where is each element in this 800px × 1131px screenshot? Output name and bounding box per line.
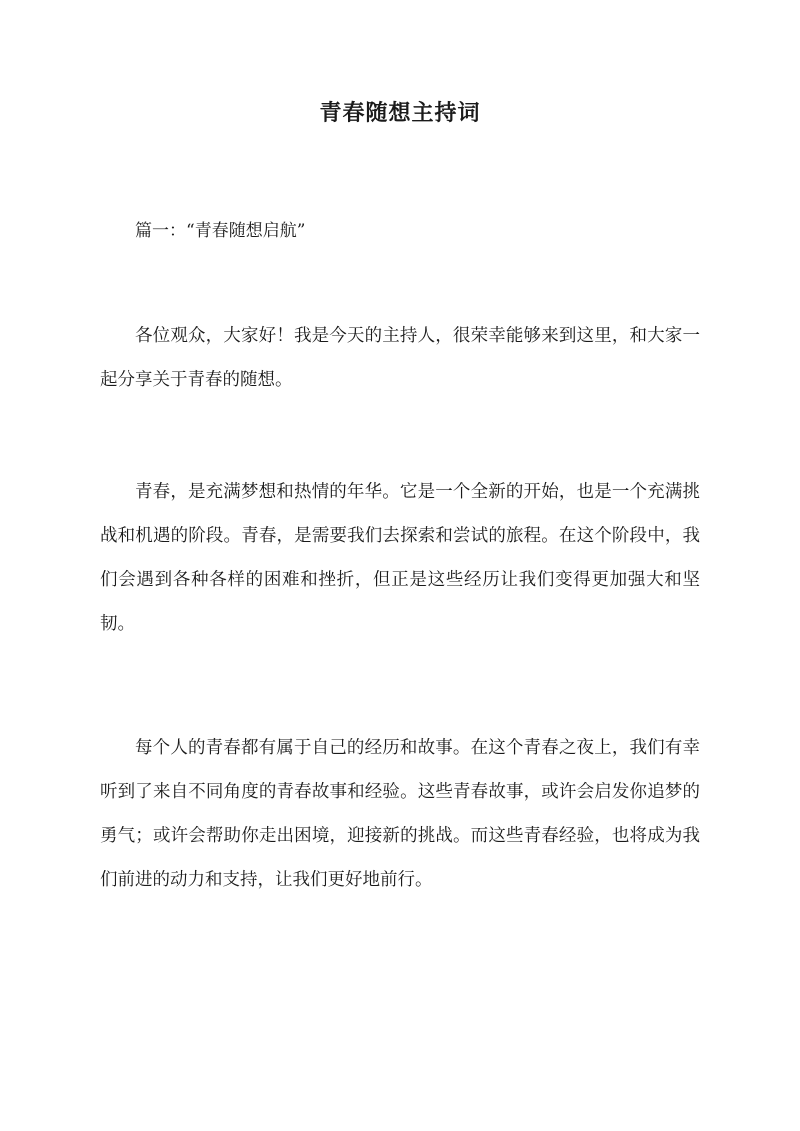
paragraph-greeting: 各位观众，大家好！我是今天的主持人，很荣幸能够来到这里，和大家一起分享关于青春的随想。	[100, 326, 700, 390]
section-heading: 篇一：“青春随想启航”	[135, 221, 306, 241]
document-title: 青春随想主持词	[319, 100, 481, 126]
paragraph-youth-definition: 青春，是充满梦想和热情的年华。它是一个全新的开始，也是一个充满挑战和机遇的阶段。青春，是需要我们去探索和尝试的旅程。在这个阶段中，我们会遇到各种各样的困难和挫折，但正是这些经历让我们变得更加强大和坚韧。	[100, 482, 700, 634]
paragraph-youth-stories: 每个人的青春都有属于自己的经历和故事。在这个青春之夜上，我们有幸听到了来自不同角度的青春故事和经验。这些青春故事，或许会启发你追梦的勇气；或许会帮助你走出困境，迎接新的挑战。而这些青春经验，也将成为我们前进的动力和支持，让我们更好地前行。	[100, 738, 700, 890]
